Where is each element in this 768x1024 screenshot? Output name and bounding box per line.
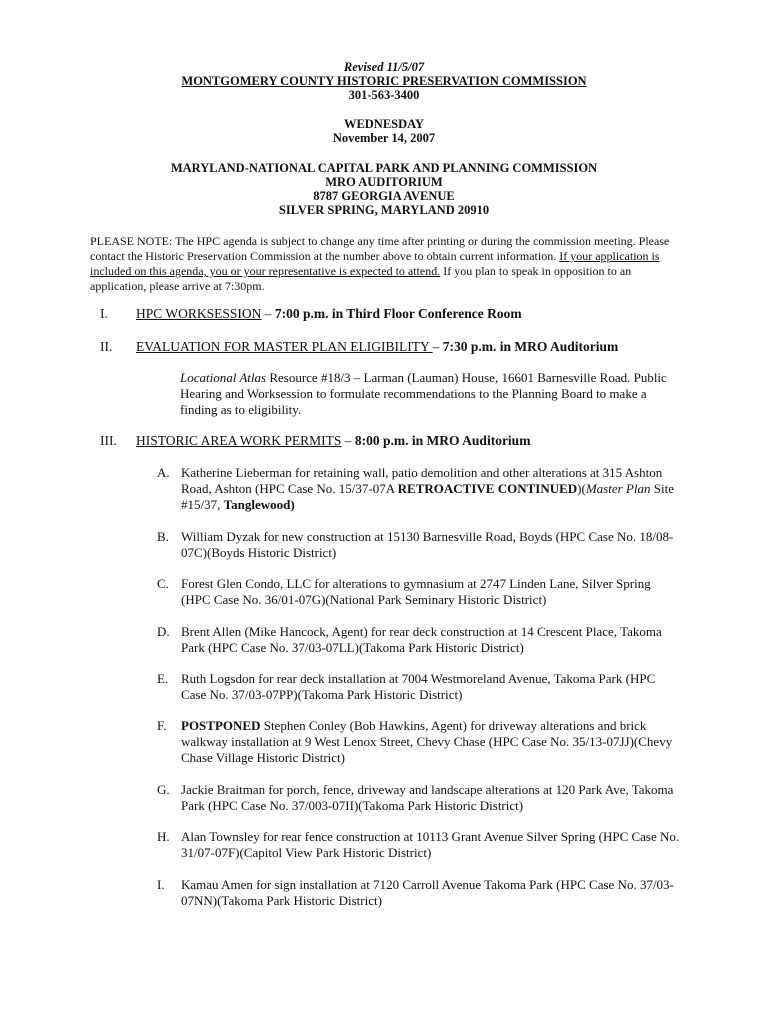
item-letter: E. [157,671,169,686]
meeting-date: November 14, 2007 [332,131,436,145]
section-heading [136,433,530,449]
item-text: William Dyzak for new construction at 15130 Barnesville Road, Boyds (HPC Case No. 18/08-07C)(Boyds Historic District) [181,529,674,560]
item-text: Kamau Amen for sign installation at 7120 Carroll Avenue Takoma Park (HPC Case No. 37/03-07NN)(Takoma Park Historic District) [181,877,674,908]
item-text: Ruth Logsdon for rear deck installation at 7004 Westmoreland Avenue, Takoma Park (HPC Case No. 37/03-07PP)(Takoma Park Historic District) [181,671,656,702]
note-underlined-text: If your application is included on this agenda, you or your representative is expected to attend. [90,249,660,278]
item-text: Alan Townsley for rear fence construction at 10113 Grant Avenue Silver Spring (HPC Case No. 31/07-07F)(Capitol View Park Historic District) [181,829,680,860]
item-letter: I. [157,877,165,892]
eligibility-text: Resource #18/3 – Larman (Lauman) House, 16601 Barnesville Road. Public Hearing and Worksession to formulate recommendations to the Planning Board to make a finding as to eligibility. [180,370,667,417]
venue-room: MRO AUDITORIUM [325,175,443,189]
commission-phone: 301-563-3400 [348,88,420,102]
section-number: III. [100,433,117,448]
item-text: Brent Allen (Mike Hancock, Agent) for rear deck construction at 14 Crescent Place, Takoma Park (HPC Case No. 37/03-07LL)(Takoma Park Historic District) [181,624,662,655]
eligibility-description [180,370,680,418]
locational-atlas-label: Locational Atlas [180,370,267,385]
item-letter: G. [157,782,170,797]
item-site-name: Tanglewood) [223,497,295,512]
venue-block [0,161,768,217]
venue-organization: MARYLAND-NATIONAL CAPITAL PARK AND PLANNING COMMISSION [170,161,598,175]
item-text: Forest Glen Condo, LLC for alterations to gymnasium at 2747 Linden Lane, Silver Spring (HPC Case No. 36/01-07G)(National Park Seminary Historic District) [181,576,651,607]
section-title: EVALUATION FOR MASTER PLAN ELIGIBILITY [136,339,433,354]
item-letter: D. [157,624,170,639]
section-number: II. [100,339,113,354]
item-text-mid2: Site #15/37, [181,481,674,512]
section-title: HISTORIC AREA WORK PERMITS [136,433,342,448]
item-text: Stephen Conley (Bob Hawkins, Agent) for driveway alterations and brick walkway installation at 9 West Lenox Street, Chevy Chase (HPC Case No. 35/13-07JJ)(Chevy Chase Village Historic District) [181,718,673,765]
section-separator: – [341,433,355,448]
please-note-paragraph [90,234,690,294]
item-status: RETROACTIVE CONTINUED [397,481,578,496]
item-italic: Master Plan [585,481,651,496]
meeting-day: WEDNESDAY [343,117,425,131]
section-separator: – [261,306,275,321]
note-text: PLEASE NOTE: The HPC agenda is subject to change any time after printing or during the commission meeting. Please contact the Historic Preservation Commission at the number above to obtain current information. [90,234,670,263]
section-number: I. [100,306,108,321]
item-text: Jackie Braitman for porch, fence, driveway and landscape alterations at 120 Park Ave, Takoma Park (HPC Case No. 37/003-07II)(Takoma Park Historic District) [181,782,674,813]
meeting-date-block [0,117,768,145]
item-letter: B. [157,529,169,544]
item-letter: F. [157,718,167,733]
item-text-block [181,718,681,766]
section-separator: – [432,339,443,354]
item-letter: A. [157,465,170,480]
document-header [0,60,768,102]
section-heading [136,339,618,355]
venue-street: 8787 GEORGIA AVENUE [313,189,455,203]
section-time: 7:00 p.m. in Third Floor Conference Room [274,306,522,321]
commission-name: MONTGOMERY COUNTY HISTORIC PRESERVATION COMMISSION [181,74,587,88]
item-status: POSTPONED [181,718,261,733]
venue-city: SILVER SPRING, MARYLAND 20910 [278,203,490,217]
item-letter: H. [157,829,170,844]
item-letter: C. [157,576,169,591]
item-text-block [181,465,681,513]
item-text-mid: )( [577,481,586,496]
section-title: HPC WORKSESSION [136,306,262,321]
section-time: 8:00 p.m. in MRO Auditorium [354,433,531,448]
note-text-end: If you plan to speak in opposition to an application, please arrive at 7:30pm. [90,264,632,293]
item-text: Katherine Lieberman for retaining wall, patio demolition and other alterations at 315 Ashton Road, Ashton (HPC Case No. 15/37-07A [181,465,663,496]
section-time: 7:30 p.m. in MRO Auditorium [442,339,619,354]
section-heading [136,306,522,322]
revised-date: Revised 11/5/07 [343,60,425,74]
